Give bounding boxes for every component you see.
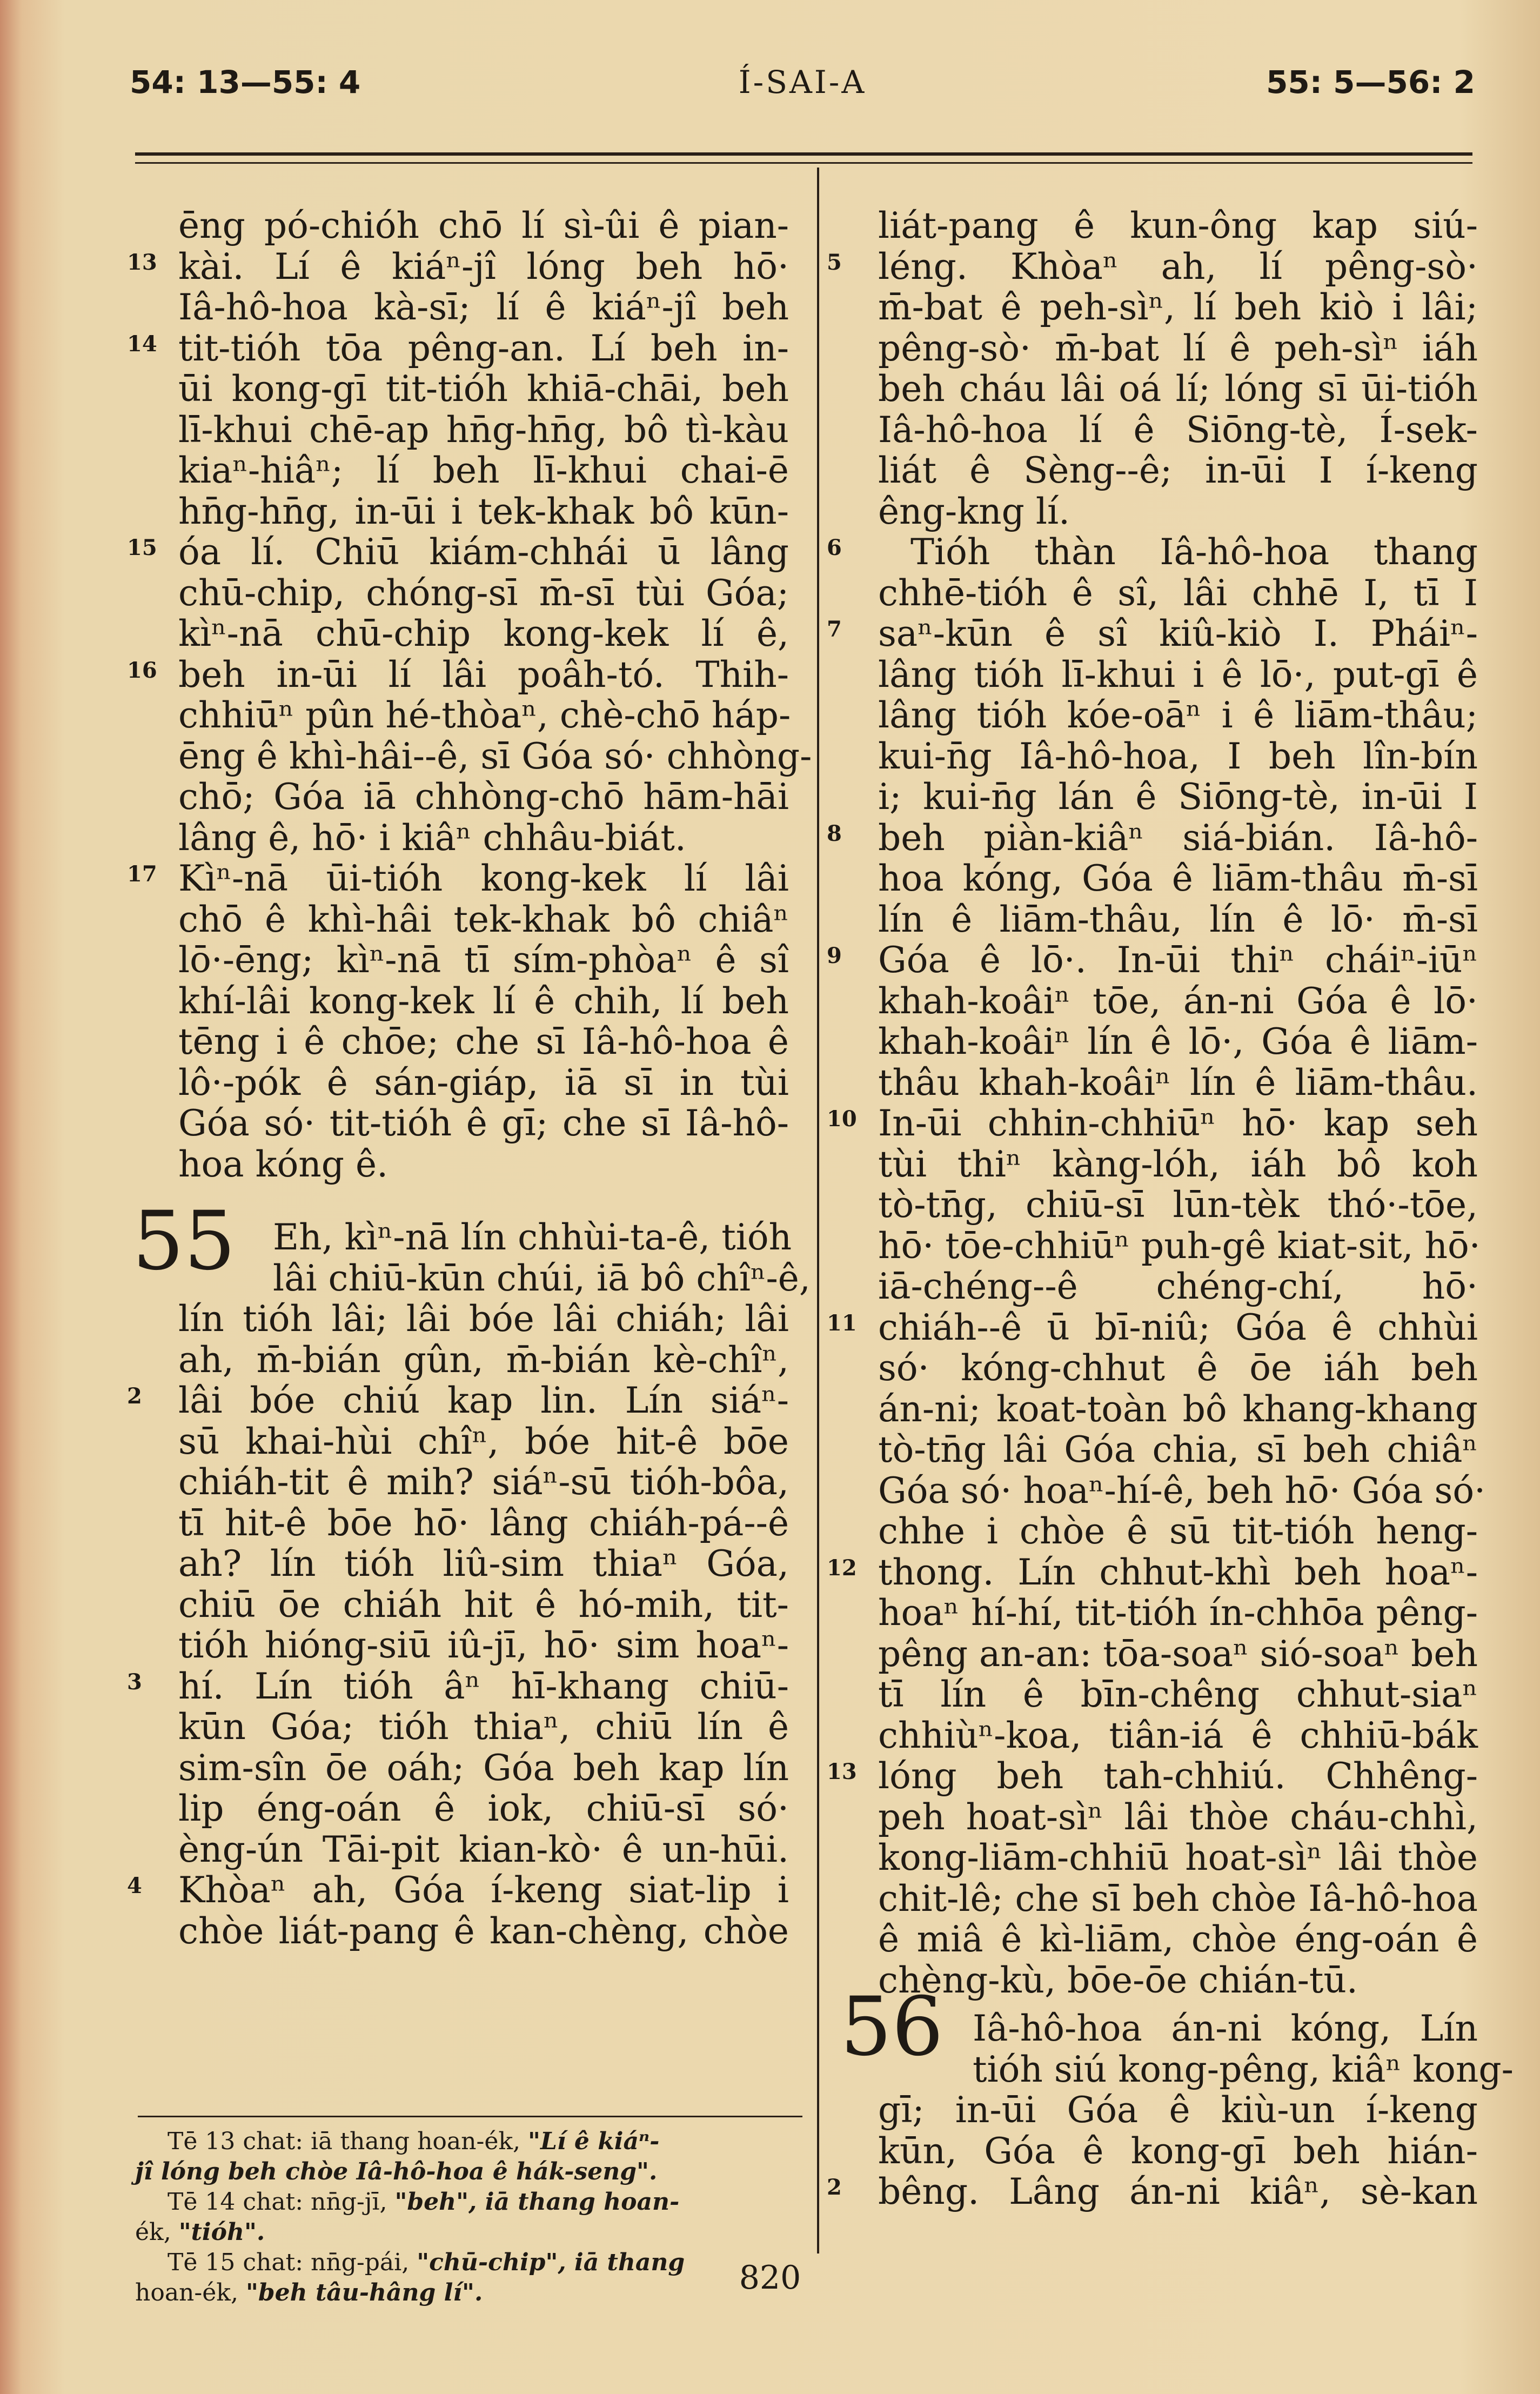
line-text: beh piàn-kiâⁿ siá-bián. Iâ-hô-	[878, 817, 1478, 859]
line-text: chhe i chòe ê sū tit-tióh heng-	[878, 1510, 1478, 1552]
verse-number: 4	[127, 1873, 142, 1898]
line-text: tò-tn̄g, chiū-sī lūn-tèk thó·-tōe,	[878, 1184, 1478, 1226]
line-text: Khòaⁿ ah, Góa í-keng siat-lip i	[178, 1869, 789, 1911]
line-text: chit-lê; che sī beh chòe Iâ-hô-hoa	[878, 1877, 1478, 1920]
header-left-reference: 54: 13—55: 4	[130, 64, 361, 101]
line-text: chhiùⁿ-koa, tiân-iá ê chhiū-bák	[878, 1714, 1478, 1756]
footnote-text: Tē 13 chat: iā thang hoan-ék,	[168, 2128, 528, 2155]
text-line	[178, 613, 789, 654]
line-text: pêng-sò· m̄-bat lí ê peh-sìⁿ iáh	[878, 327, 1478, 369]
text-line	[878, 1185, 1478, 1226]
text-line	[878, 491, 1478, 532]
line-text: tióh siú kong-pêng, kiâⁿ kong-	[973, 2048, 1514, 2090]
line-text: léng. Khòaⁿ ah, lí pêng-sò·	[878, 245, 1478, 287]
footnote-emphasis: "beh tâu-hâng lí".	[245, 2279, 483, 2306]
line-text: pêng an-an: tōa-soaⁿ sió-soaⁿ beh	[878, 1633, 1478, 1675]
line-text: sim-sîn ōe oáh; Góa beh kap lín	[178, 1747, 789, 1789]
text-line	[178, 1299, 789, 1340]
text-line	[878, 1266, 1478, 1307]
line-text: tióh hióng-siū iû-jī, hō· sim hoaⁿ-	[178, 1624, 789, 1666]
line-text: Eh, kìⁿ-nā lín chhùi-ta-ê, tióh	[273, 1216, 792, 1258]
line-text: kūn Góa; tióh thiaⁿ, chiū lín ê	[178, 1706, 789, 1748]
text-line	[878, 1797, 1478, 1838]
text-line	[178, 1543, 789, 1584]
line-text: thâu khah-koâiⁿ lín ê liām-thâu.	[878, 1061, 1478, 1104]
text-line	[878, 1144, 1478, 1185]
text-line	[178, 1503, 789, 1544]
line-text: chòe liát-pang ê kan-chèng, chòe	[178, 1910, 789, 1952]
line-text: lóng beh tah-chhiú. Chhêng-	[878, 1755, 1478, 1797]
footnote-text: Tē 15 chat: nn̄g-pái,	[168, 2249, 417, 2276]
line-text: chhē-tióh ê sî, lâi chhē I, tī I	[878, 572, 1478, 614]
text-line	[878, 1062, 1478, 1104]
text-line	[878, 1469, 1486, 1512]
line-text: lâi chiū-kūn chúi, iā bô chîⁿ-ê,	[273, 1257, 811, 1299]
text-line	[127, 653, 789, 696]
text-line	[178, 573, 789, 614]
text-line	[178, 1062, 789, 1104]
text-line	[878, 1593, 1478, 1634]
line-text: Iâ-hô-hoa kà-sī; lí ê kiáⁿ-jî beh	[178, 286, 789, 328]
line-text: kài. Lí ê kiáⁿ-jî lóng beh hō·	[178, 245, 789, 287]
text-line	[878, 1389, 1478, 1430]
text-line	[878, 450, 1478, 491]
text-line	[827, 1551, 1478, 1593]
text-line	[178, 1103, 789, 1144]
line-text: khah-koâiⁿ tōe, án-ni Góa ê lō·	[878, 980, 1478, 1022]
line-text: khah-koâiⁿ lín ê lō·, Góa ê liām-	[878, 1021, 1478, 1062]
line-text: chō; Góa iā chhòng-chō hām-hāi	[178, 776, 789, 818]
verse-number: 11	[827, 1310, 857, 1336]
text-line	[178, 818, 789, 859]
line-text: kong-liām-chhiū hoat-sìⁿ lâi thòe	[878, 1837, 1478, 1878]
text-line	[878, 695, 1478, 736]
book-title: Í-SAI-A	[738, 64, 867, 101]
text-line	[178, 1462, 789, 1503]
running-header	[130, 64, 1475, 129]
chapter-gap	[878, 2001, 1478, 2008]
header-rule	[135, 152, 1472, 156]
verse-number: 7	[827, 617, 842, 642]
line-text: saⁿ-kūn ê sî kiû-kiò I. Pháiⁿ-	[878, 613, 1478, 654]
line-text: lip éng-oán ê iok, chiū-sī só·	[178, 1788, 789, 1829]
line-text: bêng. Lâng án-ni kiâⁿ, sè-kan	[878, 2171, 1478, 2212]
line-text: thong. Lín chhut-khì beh hoaⁿ-	[878, 1551, 1478, 1593]
line-text: chhiūⁿ pûn hé-thòaⁿ, chè-chō háp-	[178, 694, 791, 736]
text-line	[178, 1748, 789, 1789]
line-text: lín tióh lâi; lâi bóe lâi chiáh; lâi	[178, 1298, 789, 1340]
line-text: m̄-bat ê peh-sìⁿ, lí beh kiò i lâi;	[878, 286, 1478, 328]
text-line	[878, 1878, 1478, 1920]
text-line	[178, 450, 789, 491]
chapter-number-56: 56	[840, 1980, 943, 2074]
line-text: hoaⁿ hí-hí, tit-tióh ín-chhōa pêng-	[878, 1592, 1478, 1634]
text-line	[178, 777, 789, 818]
text-line	[878, 328, 1478, 369]
chapter-gap	[178, 1185, 789, 1217]
footnote-emphasis: "Lí ê kiáⁿ-	[528, 2128, 660, 2155]
text-line	[878, 2048, 1514, 2090]
verse-number: 16	[127, 657, 157, 683]
line-text: án-ni; koat-toàn bô khang-khang	[878, 1388, 1478, 1430]
verse-number: 6	[827, 535, 842, 560]
line-text: Iâ-hô-hoa án-ni kóng, Lín	[973, 2008, 1478, 2049]
line-text: lâng tióh lī-khui i ê lō·, put-gī ê	[878, 653, 1478, 696]
left-column	[127, 205, 812, 1952]
text-line	[127, 1665, 789, 1707]
line-text: kiaⁿ-hiâⁿ; lí beh lī-khui chai-ē	[178, 450, 789, 491]
line-text: tùi thiⁿ kàng-lóh, iáh bô koh	[878, 1143, 1478, 1185]
text-line	[827, 817, 1478, 859]
text-line	[178, 1144, 789, 1185]
text-line	[878, 1225, 1481, 1267]
text-line	[827, 2171, 1478, 2212]
text-line	[178, 899, 789, 940]
line-text: ah, m̄-bián gûn, m̄-bián kè-chîⁿ,	[178, 1339, 789, 1381]
line-text: hoa kóng, Góa ê liām-thâu m̄-sī	[878, 858, 1478, 899]
footnote-emphasis: "beh", iā thang hoan-	[394, 2188, 680, 2216]
line-text: lō·-ēng; kìⁿ-nā tī sím-phòaⁿ ê sî	[178, 939, 789, 981]
line-text: Góa só· hoaⁿ-hí-ê, beh hō· Góa só·	[878, 1469, 1486, 1512]
line-text: hoa kóng ê.	[178, 1143, 389, 1185]
text-line	[878, 981, 1478, 1022]
verse-number: 5	[827, 249, 842, 275]
footnote-emphasis: jî lóng beh chòe Iâ-hô-hoa ê hák-seng".	[135, 2158, 658, 2185]
line-text: Góa ê lō·. In-ūi thiⁿ cháiⁿ-iūⁿ	[878, 939, 1478, 981]
text-line	[178, 1911, 789, 1952]
line-text: lâng ê, hō· i kiâⁿ chhâu-biát.	[178, 817, 686, 859]
line-text: lâi bóe chiú kap lin. Lín siáⁿ-	[178, 1380, 789, 1421]
text-line	[878, 736, 1478, 777]
line-text: chiáh--ê ū bī-niû; Góa ê chhùi	[878, 1306, 1478, 1348]
line-text: tit-tióh tōa pêng-an. Lí beh in-	[178, 327, 789, 369]
verse-number: 13	[827, 1759, 857, 1784]
text-line	[878, 369, 1478, 410]
line-text: tēng i ê chōe; che sī Iâ-hô-hoa ê	[178, 1021, 789, 1062]
footnote-emphasis: "chū-chip", iā thang	[417, 2249, 685, 2276]
line-text: khí-lâi kong-kek lí ê chih, lí beh	[178, 980, 789, 1022]
text-line	[178, 287, 789, 328]
text-line	[127, 327, 789, 369]
text-line	[178, 1788, 789, 1829]
line-text: kìⁿ-nā chū-chip kong-kek lí ê,	[178, 613, 789, 654]
verse-number: 9	[827, 943, 842, 968]
footnote-rule	[138, 2116, 802, 2117]
footnote-line	[135, 2187, 805, 2217]
footnote-line	[135, 2217, 805, 2248]
line-text: tī hit-ê bōe hō· lâng chiáh-pá--ê	[178, 1502, 789, 1544]
line-text: èng-ún Tāi-pit kian-kò· ê un-hūi.	[178, 1828, 789, 1870]
verse-number: 12	[827, 1555, 857, 1581]
line-text: In-ūi chhin-chhiūⁿ hō· kap seh	[878, 1102, 1478, 1144]
text-line	[178, 205, 789, 246]
line-text: Góa só· tit-tióh ê gī; che sī Iâ-hô-	[178, 1102, 789, 1144]
line-text: chō ê khì-hâi tek-khak bô chiâⁿ	[178, 898, 789, 940]
text-line	[878, 899, 1478, 940]
line-text: peh hoat-sìⁿ lâi thòe cháu-chhì,	[878, 1796, 1478, 1838]
text-line	[827, 613, 1478, 654]
text-line	[827, 531, 1478, 573]
text-line	[178, 1625, 789, 1666]
text-line	[878, 410, 1478, 451]
text-line	[178, 1421, 789, 1462]
text-line	[178, 1021, 789, 1062]
line-text: Iâ-hô-hoa lí ê Siōng-tè, Í-sek-	[878, 409, 1478, 451]
text-line	[127, 531, 789, 573]
text-line	[127, 1380, 789, 1421]
text-line	[127, 858, 789, 899]
line-text: ēng pó-chióh chō lí sì-ûi ê pian-	[178, 205, 789, 246]
line-text: chiū ōe chiáh hit ê hó-mih, tit-	[178, 1583, 789, 1626]
text-line	[878, 287, 1478, 328]
line-text: chū-chip, chóng-sī m̄-sī tùi Góa;	[178, 572, 789, 614]
line-text: Kìⁿ-nā ūi-tióh kong-kek lí lâi	[178, 858, 789, 899]
line-text: óa lí. Chiū kiám-chhái ū lâng	[178, 531, 789, 573]
verse-number: 8	[827, 820, 842, 846]
text-line	[878, 1960, 1478, 2001]
text-line	[878, 1837, 1478, 1878]
text-line	[127, 1869, 789, 1911]
chapter-number-55: 55	[132, 1194, 236, 1288]
text-line	[178, 981, 789, 1022]
text-line	[878, 654, 1478, 696]
text-line	[878, 205, 1478, 246]
text-line	[878, 1634, 1478, 1675]
text-line	[178, 1584, 789, 1626]
line-text: liát ê Sèng--ê; in-ūi I í-keng	[878, 450, 1478, 491]
line-text: hō· tōe-chhiūⁿ puh-gê kiat-sit, hō·	[878, 1225, 1481, 1267]
footnote-line	[135, 2126, 805, 2157]
line-text: lâng tióh kóe-oāⁿ i ê liām-thâu;	[878, 694, 1478, 736]
text-line	[878, 2131, 1478, 2172]
footnote-text: ék,	[135, 2218, 179, 2246]
line-text: lī-khui chē-ap hn̄g-hn̄g, bô tì-kàu	[178, 409, 789, 451]
text-line	[878, 1348, 1478, 1389]
line-text: Tióh thàn Iâ-hô-hoa thang	[910, 531, 1478, 573]
text-line	[878, 2008, 1478, 2049]
line-text: kui-n̄g Iâ-hô-hoa, I beh lîn-bín	[878, 735, 1478, 777]
text-line	[878, 573, 1478, 614]
text-line	[878, 1674, 1478, 1715]
line-text: ēng ê khì-hâi--ê, sī Góa só· chhòng-	[178, 735, 812, 777]
footnote-line	[135, 2248, 805, 2278]
text-line	[178, 491, 789, 532]
text-line	[178, 1216, 792, 1258]
text-line	[827, 1306, 1478, 1348]
text-line	[178, 1257, 811, 1299]
text-line	[827, 939, 1478, 981]
text-line	[827, 245, 1478, 287]
header-right-reference: 55: 5—56: 2	[1266, 64, 1475, 101]
footnote-text: Tē 14 chat: nn̄g-jī,	[168, 2188, 395, 2216]
verse-number: 14	[127, 331, 157, 357]
footnote-area	[135, 2126, 805, 2308]
footnote-line	[135, 2278, 805, 2308]
line-text: liát-pang ê kun-ông kap siú-	[878, 205, 1478, 246]
text-line	[878, 1919, 1478, 1960]
verse-number: 10	[827, 1106, 857, 1132]
line-text: tò-tn̄g lâi Góa chia, sī beh chiâⁿ	[878, 1429, 1478, 1470]
line-text: ūi kong-gī tit-tióh khiā-chāi, beh	[178, 368, 789, 410]
line-text: hn̄g-hn̄g, in-ūi i tek-khak bô kūn-	[178, 490, 789, 532]
line-text: ê miâ ê kì-liām, chòe éng-oán ê	[878, 1918, 1478, 1960]
line-text: iā-chéng--ê chéng-chí, hō·	[878, 1266, 1478, 1307]
line-text: i; kui-n̄g lán ê Siōng-tè, in-ūi I	[878, 776, 1478, 818]
verse-number: 13	[127, 249, 157, 275]
right-column	[827, 205, 1514, 2212]
text-line	[878, 2090, 1478, 2131]
text-line	[827, 1102, 1478, 1144]
page-number: 820	[739, 2259, 801, 2297]
text-line	[878, 858, 1478, 899]
text-line	[178, 1829, 789, 1870]
text-line	[878, 777, 1478, 818]
footnote-text: hoan-ék,	[135, 2279, 246, 2306]
line-text: só· kóng-chhut ê ōe iáh beh	[878, 1347, 1478, 1389]
line-text: kūn, Góa ê kong-gī beh hián-	[878, 2130, 1478, 2172]
line-text: êng-kng lí.	[878, 490, 1070, 532]
header-rule-thin	[135, 162, 1472, 164]
line-text: chiáh-tit ê mih? siáⁿ-sū tióh-bôa,	[178, 1461, 789, 1503]
line-text: gī; in-ūi Góa ê kiù-un í-keng	[878, 2089, 1478, 2131]
text-line	[178, 940, 789, 981]
verse-number: 3	[127, 1669, 142, 1695]
text-line	[178, 735, 812, 777]
line-text: lô·-pók ê sán-giáp, iā sī in tùi	[178, 1061, 789, 1104]
verse-number: 2	[827, 2175, 842, 2200]
text-line	[178, 1707, 789, 1748]
text-line	[178, 369, 789, 410]
column-divider	[817, 168, 819, 2253]
footnote-emphasis: "tióh".	[178, 2218, 265, 2246]
line-text: hí. Lín tióh âⁿ hī-khang chiū-	[178, 1665, 789, 1707]
text-line	[178, 1340, 789, 1381]
text-line	[178, 410, 789, 451]
text-line	[127, 245, 789, 287]
line-text: beh in-ūi lí lâi poâh-tó. Thih-	[178, 653, 789, 696]
text-line	[178, 695, 789, 736]
text-line	[878, 1715, 1478, 1756]
line-text: tī lín ê bīn-chêng chhut-siaⁿ	[878, 1674, 1478, 1715]
line-text: ah? lín tióh liû-sim thiaⁿ Góa,	[178, 1543, 789, 1584]
text-line	[878, 1021, 1478, 1062]
footnote-line	[135, 2157, 805, 2187]
verse-number: 2	[127, 1383, 142, 1409]
text-line	[878, 1429, 1478, 1470]
text-line	[827, 1755, 1478, 1797]
verse-number: 15	[127, 535, 157, 560]
line-text: chèng-kù, bōe-ōe chián-tū.	[878, 1959, 1358, 2001]
line-text: beh cháu lâi oá lí; lóng sī ūi-tióh	[878, 368, 1478, 410]
line-text: sū khai-hùi chîⁿ, bóe hit-ê bōe	[178, 1420, 789, 1462]
line-text: lín ê liām-thâu, lín ê lō· m̄-sī	[878, 898, 1478, 940]
text-line	[878, 1511, 1478, 1552]
verse-number: 17	[127, 861, 157, 887]
